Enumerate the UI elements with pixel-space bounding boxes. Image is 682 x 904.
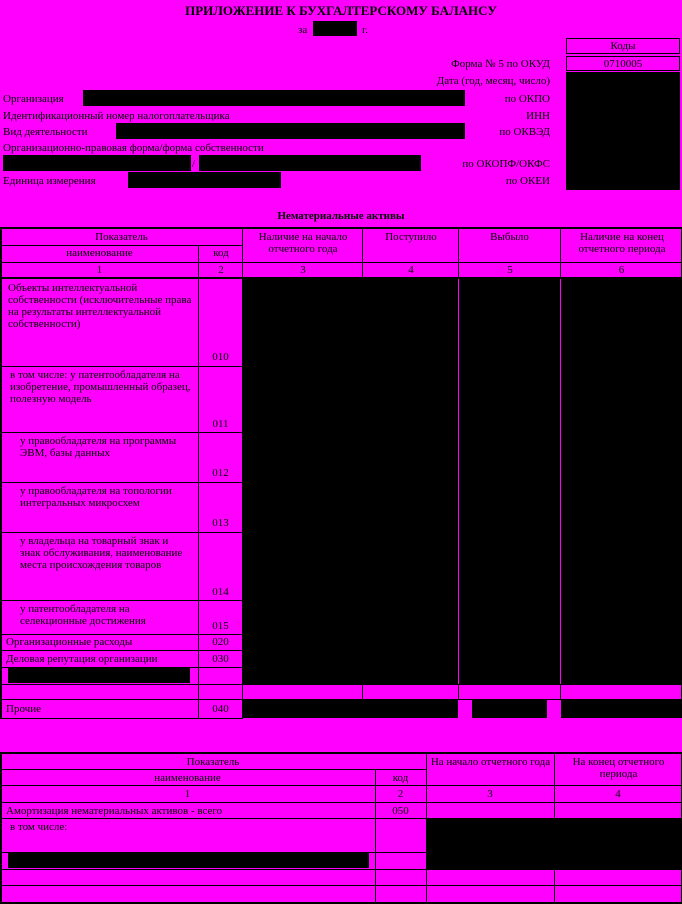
amort-colnum-2: 2 [397, 788, 404, 800]
disposed-inner [472, 279, 547, 685]
ownership-form-field[interactable] [199, 155, 421, 171]
intangibles-colnum-6: 6 [618, 264, 625, 276]
other-end[interactable] [561, 700, 682, 718]
other-disposed[interactable] [472, 700, 547, 718]
org-code-label: по ОКПО [504, 93, 550, 105]
row-013-code: 013 [212, 517, 229, 529]
intangibles-col-start: Наличие на начало отчетного года [258, 231, 348, 255]
row-030-name: Деловая репутация организации [6, 653, 158, 665]
row-020-name: Организационные расходы [6, 636, 133, 648]
blank-row-name-field[interactable] [8, 668, 190, 683]
other-start-received[interactable] [243, 700, 458, 718]
intangibles-col-end: Наличие на конец отчетного периода [578, 231, 666, 255]
row-020-code: 020 [212, 636, 229, 648]
period-field[interactable] [313, 21, 357, 36]
year-suffix: г. [362, 24, 369, 36]
row-010-code: 010 [212, 351, 229, 363]
intangibles-section-title: Нематериальные активы [277, 210, 405, 222]
intangibles-col-disposed: Выбыло [490, 231, 529, 243]
amort-col-name: наименование [154, 772, 221, 784]
okud-value: 0710005 [603, 58, 643, 70]
legal-form-slash: / [192, 158, 196, 170]
org-field[interactable] [83, 90, 465, 106]
date-label: Дата (год, месяц, число) [436, 75, 550, 87]
amort-colnum-1: 1 [184, 788, 191, 800]
amort-colnum-4: 4 [615, 788, 621, 800]
row-011-name: в том числе: у патентообладателя на изобретение, промышленный образец, полезную модель [10, 369, 191, 405]
row-011-code: 011 [212, 418, 229, 430]
unit-field[interactable] [128, 172, 281, 188]
row-012-code: 012 [212, 467, 229, 479]
intangibles-colnum-3: 3 [300, 264, 306, 276]
unit-code-label: по ОКЕИ [505, 175, 550, 187]
row-015-name: у патентообладателя на селекционные достижения [20, 603, 146, 627]
okud-cell [566, 56, 680, 71]
amort-row-050-code: 050 [392, 805, 409, 817]
intangibles-col-received: Поступило [385, 231, 437, 243]
row-012-name: у правообладателя на программы ЭВМ, базы данных [20, 435, 177, 459]
intangibles-start-received-values[interactable] [243, 279, 458, 685]
row-014-code: 014 [212, 586, 229, 598]
activity-label: Вид деятельности [3, 126, 88, 138]
form-title: ПРИЛОЖЕНИЕ К БУХГАЛТЕРСКОМУ БАЛАНСУ [185, 3, 497, 18]
amort-col-start: На начало отчетного года [430, 756, 551, 768]
org-label: Организация [3, 93, 64, 105]
intangibles-end-values[interactable] [561, 279, 682, 685]
row-013-name: у правообладателя на топологии интегральных микросхем [20, 485, 172, 509]
legal-form-label: Организационно-правовая форма/форма собственности [3, 142, 264, 154]
amort-col-code: код [392, 772, 409, 784]
codes-header-cell [566, 38, 680, 54]
form-okud-label: Форма № 5 по ОКУД [451, 58, 550, 70]
amort-row-incl-name: в том числе: [10, 821, 68, 833]
codes-header: Коды [610, 40, 636, 52]
intangibles-colnum-4: 4 [408, 264, 414, 276]
period-prefix: за [298, 24, 308, 36]
activity-code-label: по ОКВЭД [499, 126, 550, 138]
row-040-code: 040 [212, 703, 229, 715]
amort-row-050-name: Амортизация нематериальных активов - всего [6, 805, 223, 817]
amort-colnum-3: 3 [487, 788, 493, 800]
intangibles-header [0, 228, 682, 279]
row-010-name: Объекты интеллектуальной собственности (исключительные права на результаты интеллектуальной собственности) [8, 282, 192, 330]
amort-values-block[interactable] [427, 819, 681, 869]
row-040-name: Прочие [6, 703, 41, 715]
amort-blank-row-field[interactable] [8, 853, 369, 868]
intangibles-colnum-2: 2 [218, 264, 224, 276]
intangibles-col-name: наименование [66, 247, 133, 259]
row-030-code: 030 [212, 653, 229, 665]
intangibles-col-indicator: Показатель [95, 231, 148, 243]
codes-values-block[interactable] [566, 72, 680, 190]
intangibles-colnum-5: 5 [507, 264, 513, 276]
intangibles-col-code: код [213, 247, 229, 259]
amort-col-indicator: Показатель [186, 756, 240, 768]
row-014-name: у владельца на товарный знак и знак обслуживания, наименование места происхождения товаров [20, 535, 183, 571]
row-015-code: 015 [212, 620, 229, 632]
activity-field[interactable] [116, 123, 465, 139]
intangibles-colnum-1: 1 [96, 264, 103, 276]
inn-label: Идентификационный номер налогоплательщика [3, 110, 230, 122]
inn-code-label: ИНН [526, 110, 550, 122]
legal-form-code-label: по ОКОПФ/ОКФС [462, 158, 550, 170]
unit-label: Единица измерения [3, 175, 96, 187]
amort-col-end: На конец отчетного периода [572, 756, 665, 780]
legal-form-field[interactable] [3, 155, 191, 171]
